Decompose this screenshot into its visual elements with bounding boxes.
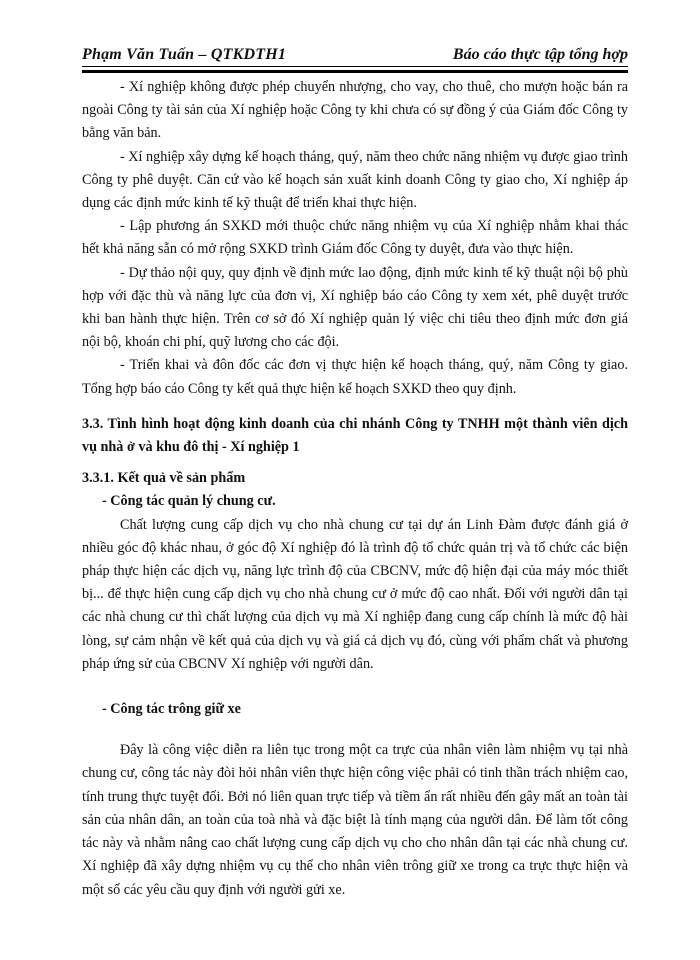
bullet-paragraph: - Triển khai và đôn đốc các đơn vị thực hiện kế hoạch tháng, quý, năm Công ty giao. Tổng hợp báo cáo Công ty kết quả thực hiện kế hoạch SXKD theo quy định. (82, 357, 628, 397)
subsection-heading: 3.3.1. Kết quả về sản phẩm (82, 470, 246, 487)
sub-heading-parking: - Công tác trông giữ xe (102, 701, 241, 718)
header-rule-thin (82, 66, 628, 67)
sub-heading-apartment-management: - Công tác quản lý chung cư. (102, 493, 276, 510)
document-body (82, 76, 628, 902)
bullet-paragraph: - Xí nghiệp xây dựng kế hoạch tháng, quý, năm theo chức năng nhiệm vụ được giao trình Công ty phê duyệt. Căn cứ vào kế hoạch sản xuất kinh doanh Công ty giao cho, Xí nghiệp áp dụng các định mức kinh tế kỹ thuật để triển khai thực hiện. (82, 148, 628, 212)
page-header (82, 40, 628, 70)
header-report-title: Báo cáo thực tập tổng hợp (452, 46, 628, 63)
header-author: Phạm Văn Tuấn – QTKDTH1 (82, 46, 287, 63)
bullet-paragraph: - Lập phương án SXKD mới thuộc chức năng nhiệm vụ của Xí nghiệp nhằm khai thác hết khả năng sẵn có mở rộng SXKD trình Giám đốc Công ty duyệt, đưa vào thực hiện. (82, 218, 628, 258)
body-paragraph: Đây là công việc diễn ra liên tục trong một ca trực của nhân viên làm nhiệm vụ tại nhà chung cư, công tác này đòi hỏi nhân viên thực hiện công việc phải có tinh thần trách nhiệm cao, tính trung thực tuyệt đối. Bởi nó liên quan trực tiếp và tiềm ẩn rất nhiều đến gây mất an toàn tài sản của nhân dân, an toàn của toà nhà và đặc biệt là tính mạng của người dân. Để làm tốt công tác này và nhằm nâng cao chất lượng cung cấp dịch vụ cho cho nhân dân tại các nhà chung cư. Xí nghiệp đã xây dựng nhiệm vụ cụ thể cho nhân viên trông giữ xe trong ca trực thực hiện và một số các yêu cầu quy định với người gửi xe. (82, 742, 628, 898)
header-rule-thick (82, 70, 628, 73)
bullet-paragraph: - Xí nghiệp không được phép chuyển nhượng, cho vay, cho thuê, cho mượn hoặc bán ra ngoài Công ty tài sản của Xí nghiệp hoặc Công ty khi chưa có sự đồng ý của Giám đốc Công ty bằng văn bản. (82, 79, 628, 142)
section-heading: 3.3. Tình hình hoạt động kinh doanh của chi nhánh Công ty TNHH một thành viên dịch vụ nhà ở và khu đô thị - Xí nghiệp 1 (82, 415, 628, 456)
bullet-paragraph: - Dự thảo nội quy, quy định về định mức lao động, định mức kinh tế kỹ thuật nội bộ phù hợp với đặc thù và năng lực của đơn vị, Xí nghiệp báo cáo Công ty xem xét, phê duyệt trước khi ban hành thực hiện. Trên cơ sở đó Xí nghiệp quản lý việc chi tiêu theo định mức đơn giá nội bộ, khoán chi phí, quỹ lương cho các đội. (82, 264, 628, 351)
body-paragraph: Chất lượng cung cấp dịch vụ cho nhà chung cư tại dự án Linh Đàm được đánh giá ở nhiều góc độ khác nhau, ở góc độ Xí nghiệp đó là trình độ tổ chức quản trị và tổ chức các biện pháp thực hiện các dịch vụ, năng lực trình độ của CBCNV, mức độ hiện đại của máy móc thiết bị... để thực hiện cung cấp dịch vụ cho nhà chung cư ở mức độ cao nhất. Đối với người dân tại các nhà chung cư thì chất lượng của dịch vụ mà Xí nghiệp đang cung cấp chính là mức độ hài lòng, sự cảm nhận về kết quả của dịch vụ và giá cả dịch vụ đó, cùng với phẩm chất và phương pháp ứng sử của CBCNV Xí nghiệp với người dân. (82, 516, 628, 672)
